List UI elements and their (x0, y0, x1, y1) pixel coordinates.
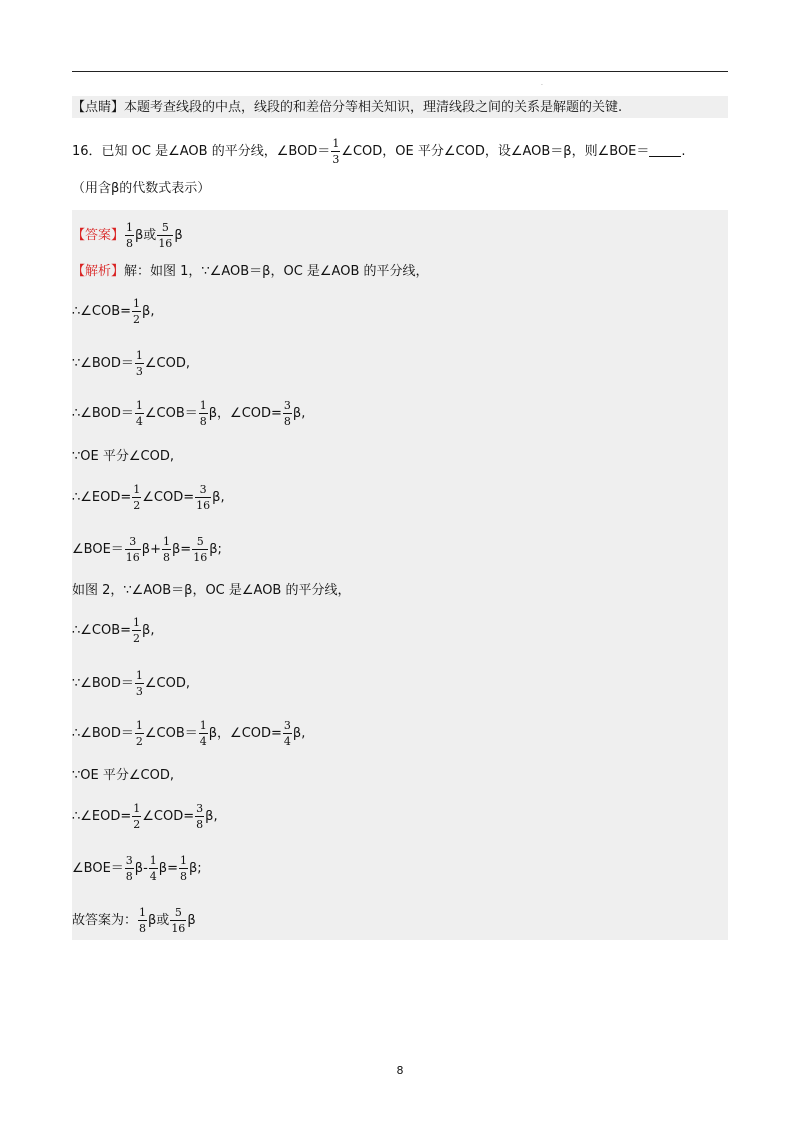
step-line: ∴∠EOD= $\frac{1}{2}$ ∠COD= $\frac{3}{8}$ β, (72, 802, 218, 831)
fraction: $\frac{1}{8}$ (163, 535, 170, 564)
fraction: $\frac{3}{4}$ (283, 719, 291, 748)
fraction: $\frac{1}{8}$ (126, 221, 134, 250)
fraction: $\frac{1}{2}$ (133, 616, 141, 645)
fraction: $\frac{1}{4}$ (135, 399, 143, 428)
fraction: $\frac{3}{8}$ (125, 854, 133, 883)
step-line: ∠BOE＝ $\frac{3}{8}$ β- $\frac{1}{4}$ β= $\frac{1}{8}$ β; (72, 854, 202, 883)
fraction: $\frac{1}{3}$ (135, 349, 143, 378)
fraction: $\frac{1}{2}$ (133, 483, 141, 512)
analysis-intro-2: 如图 2，∵∠AOB＝β，OC 是∠AOB 的平分线， (72, 583, 351, 598)
header-rule (72, 71, 728, 72)
fraction: $\frac{1}{3}$ (135, 669, 143, 698)
problem-text-1: 16．已知 OC 是∠AOB 的平分线，∠BOD＝ (72, 144, 331, 159)
fraction: $\frac{3}{8}$ (283, 399, 291, 428)
step-line: ∵OE 平分∠COD, (72, 768, 174, 783)
step-line: ∴∠COB= $\frac{1}{2}$ β, (72, 297, 155, 326)
step-line: ∵OE 平分∠COD, (72, 449, 174, 464)
step-line: ∠BOE＝ $\frac{3}{16}$ β+ $\frac{1}{8}$ β= $\frac{5}{16}$ β; (72, 535, 222, 564)
answer-label: 【答案】 (72, 228, 125, 243)
dianjing-label: 【点睛】 (72, 100, 125, 115)
problem-line: 16．已知 OC 是∠AOB 的平分线，∠BOD＝ $\frac{1}{3}$ ∠COD，OE 平分∠COD，设∠AOB＝β，则∠BOE＝ . (72, 137, 686, 166)
dianjing-text: 本题考查线段的中点，线段的和差倍分等相关知识，理清线段之间的关系是解题的关键. (124, 100, 623, 115)
fraction: $\frac{1}{2}$ (135, 719, 143, 748)
step-line: ∴∠COB= $\frac{1}{2}$ β, (72, 616, 155, 645)
problem-note: （用含β的代数式表示） (72, 181, 211, 196)
solution-block (72, 210, 728, 940)
step-line: ∵∠BOD＝ $\frac{1}{3}$ ∠COD, (72, 349, 190, 378)
fraction: $\frac{1}{4}$ (199, 719, 207, 748)
fraction: $\frac{1}{8}$ (199, 399, 207, 428)
fraction: $\frac{1}{4}$ (149, 854, 157, 883)
fraction: $\frac{5}{16}$ (193, 535, 208, 564)
analysis-intro-1: 【解析】解：如图 1，∵∠AOB＝β，OC 是∠AOB 的平分线， (72, 264, 429, 279)
fraction: $\frac{1}{2}$ (133, 802, 141, 831)
problem-text-2: ∠COD，OE 平分∠COD，设∠AOB＝β，则∠BOE＝ (341, 144, 650, 159)
fraction: $\frac{3}{16}$ (125, 535, 140, 564)
header-mark: · (541, 82, 543, 89)
answer-line: 【答案】 $\frac{1}{8}$ β或 $\frac{5}{16}$ β (72, 221, 183, 250)
dianjing-line (72, 100, 622, 116)
fraction: $\frac{1}{8}$ (180, 854, 187, 883)
step-line: ∵∠BOD＝ $\frac{1}{3}$ ∠COD, (72, 669, 190, 698)
fraction: $\frac{3}{16}$ (196, 483, 211, 512)
fraction: $\frac{5}{16}$ (158, 221, 173, 250)
fraction: $\frac{3}{8}$ (196, 802, 204, 831)
final-answer-line: 故答案为： $\frac{1}{8}$ β或 $\frac{5}{16}$ β (72, 906, 196, 935)
answer-blank (649, 156, 681, 157)
fraction: $\frac{1}{8}$ (139, 906, 147, 935)
page-number: 8 (396, 1064, 404, 1077)
analysis-label: 【解析】 (72, 264, 125, 279)
fraction: $\frac{1}{3}$ (332, 137, 340, 166)
fraction: $\frac{1}{2}$ (133, 297, 141, 326)
step-line: ∴∠BOD＝ $\frac{1}{2}$ ∠COB＝ $\frac{1}{4}$ β，∠COD= $\frac{3}{4}$ β, (72, 719, 306, 748)
fraction: $\frac{5}{16}$ (171, 906, 186, 935)
step-line: ∴∠EOD= $\frac{1}{2}$ ∠COD= $\frac{3}{16}$ β, (72, 483, 225, 512)
step-line: ∴∠BOD＝ $\frac{1}{4}$ ∠COB＝ $\frac{1}{8}$ β，∠COD= $\frac{3}{8}$ β, (72, 399, 306, 428)
